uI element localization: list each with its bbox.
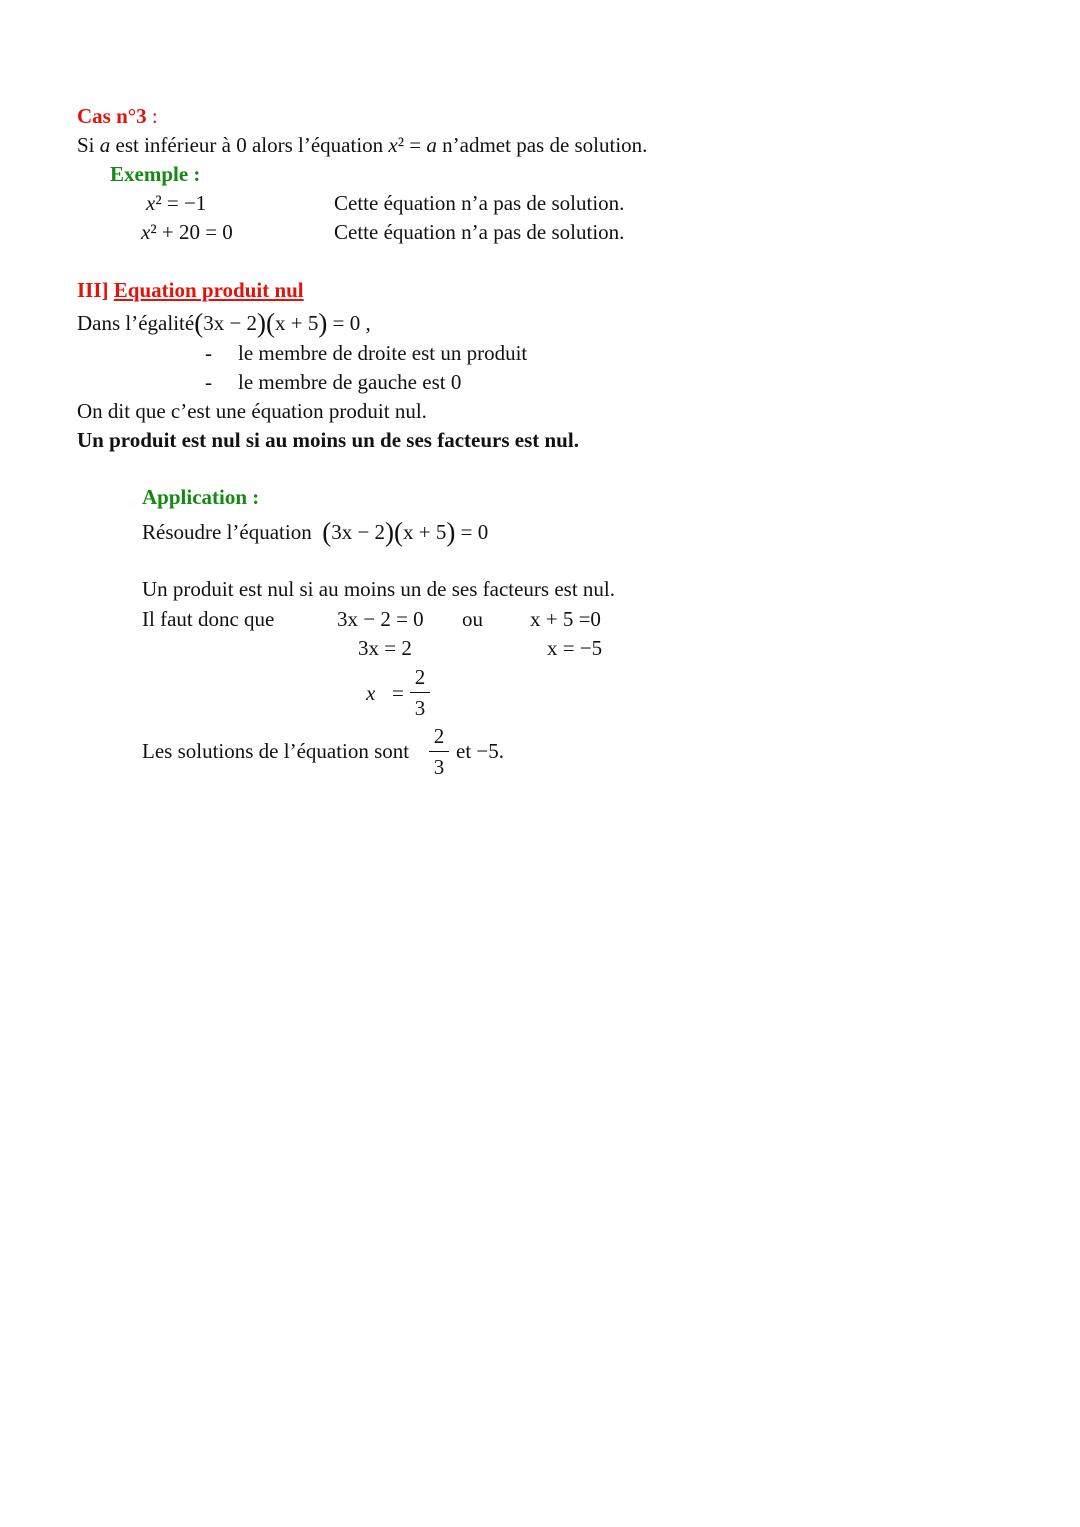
left-step-2: 3x = 2 [358, 636, 412, 660]
application-task [142, 517, 489, 547]
intro-eq-mid: )( [257, 308, 276, 338]
left-fraction [410, 667, 430, 719]
left-fraction-den: 3 [414, 696, 426, 720]
left-step-3-eq: = [392, 681, 404, 705]
exemple-eq-2-x: x [141, 220, 151, 244]
exemple-eq-2-rest: ² + 20 = 0 [150, 220, 233, 244]
left-step-3-x [366, 683, 375, 704]
intro-eq-open: ( [194, 308, 204, 338]
cas3-statement [77, 135, 647, 156]
intro-eq-part1: 3x − 2 [203, 311, 258, 335]
exemple-comment-1: Cette équation n’a pas de solution. [334, 191, 625, 215]
application-task-text: Résoudre l’équation [142, 520, 312, 544]
solutions-fraction-den: 3 [433, 755, 445, 779]
intro-eq-rest: = 0 [327, 311, 361, 335]
exemple-eq-1-x: x [146, 191, 156, 215]
right-step-2: x = −5 [547, 636, 603, 660]
application-reason: Un produit est nul si au moins un de ses facteurs est nul. [142, 577, 616, 601]
exemple-label: Exemple : [110, 162, 201, 186]
section3-rule: Un produit est nul si au moins un de ses facteurs est nul. [77, 428, 579, 452]
task-eq-close: ) [446, 517, 456, 547]
exemple-eq-2 [141, 222, 233, 243]
cas3-heading [77, 106, 158, 127]
cas3-colon: : [146, 104, 158, 128]
section3-number: III] [77, 278, 109, 302]
intro-eq-close: ) [318, 308, 328, 338]
cas3-eq-a: a [426, 133, 437, 157]
solutions-fraction-num: 2 [433, 724, 445, 748]
task-eq-open: ( [322, 517, 332, 547]
task-eq-part1: 3x − 2 [331, 520, 386, 544]
solutions-fraction-bar [429, 751, 449, 752]
application-label: Application : [142, 485, 260, 509]
solutions-text: Les solutions de l’équation sont [142, 739, 410, 763]
cas3-text-mid: est inférieur à 0 alors l’équation [110, 133, 389, 157]
task-eq-mid: )( [385, 517, 404, 547]
task-eq-part2: x + 5 [403, 520, 447, 544]
cas3-title: Cas n°3 [77, 104, 147, 128]
section3-title: Equation produit nul [113, 278, 304, 302]
intro-eq-part2: x + 5 [275, 311, 319, 335]
bullet-text-1: le membre de droite est un produit [238, 341, 528, 365]
right-step-1: x + 5 =0 [530, 607, 601, 631]
exemple-eq-1 [146, 193, 206, 214]
or-word: ou [462, 607, 483, 631]
cas3-text-post: n’admet pas de solution. [436, 133, 648, 157]
solutions-suffix: et −5. [456, 739, 504, 763]
cas3-text-pre: Si [77, 133, 100, 157]
section3-conclusion: On dit que c’est une équation produit nul. [77, 399, 427, 423]
bullet-text-2: le membre de gauche est 0 [238, 370, 462, 394]
application-must: Il faut donc que [142, 607, 275, 631]
cas3-var-a: a [99, 133, 111, 157]
left-fraction-bar [410, 692, 430, 693]
section3-intro-text: Dans l’égalité [77, 311, 195, 335]
section3-intro-suffix: , [360, 311, 371, 335]
section3-intro [77, 308, 371, 338]
section3-heading [77, 280, 304, 301]
bullet-dash-2: - [205, 370, 212, 394]
bullet-dash-1: - [205, 341, 212, 365]
left-fraction-num: 2 [414, 665, 426, 689]
left-step-1: 3x − 2 = 0 [337, 607, 424, 631]
cas3-eq-x: x [388, 133, 398, 157]
left-step-3-var: x [366, 681, 376, 705]
solutions-fraction [429, 726, 449, 778]
exemple-comment-2: Cette équation n’a pas de solution. [334, 220, 625, 244]
cas3-eq-rest: ² = [397, 133, 427, 157]
exemple-eq-1-rest: ² = −1 [155, 191, 207, 215]
task-eq-rest: = 0 [455, 520, 489, 544]
